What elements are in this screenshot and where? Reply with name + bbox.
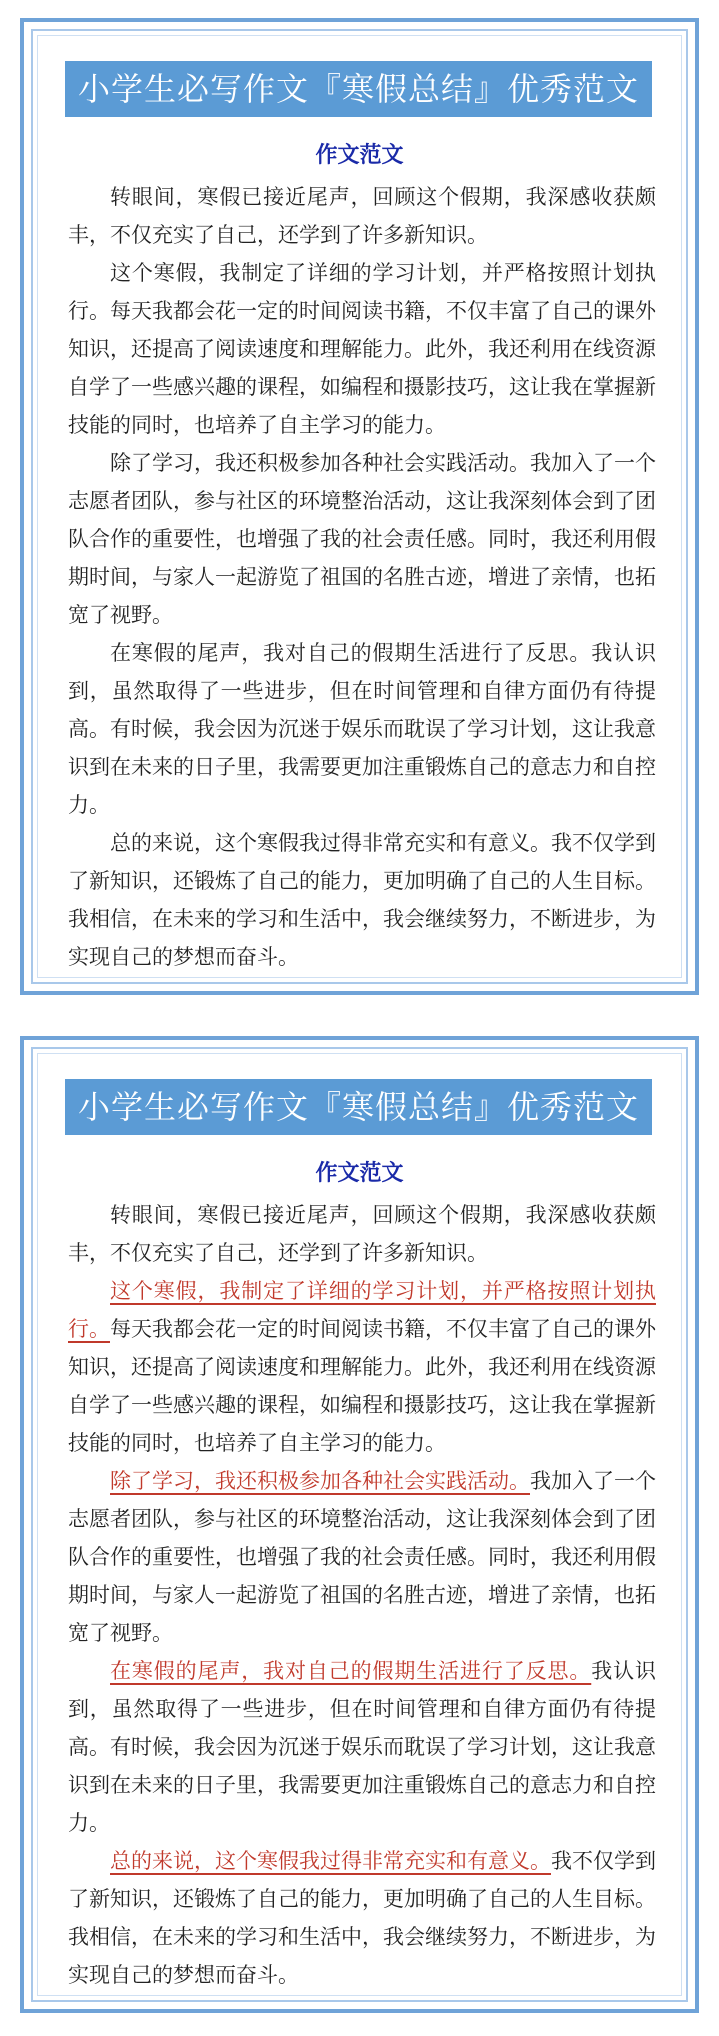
paragraph-4 [68,1652,656,1842]
paragraph-text: 这个寒假，我制定了详细的学习计划，并严格按照计划执行。每天我都会花一定的时间阅读书籍，不仅丰富了自己的课外知识，还提高了阅读速度和理解能力。此外，我还利用在线资源自学了一些感兴趣的课程，如编程和摄影技巧，这让我在掌握新技能的同时，也培养了自主学习的能力。 [68,261,656,437]
essay-card-annotated [20,1036,699,2013]
topic-sentence: 在寒假的尾声，我对自己的假期生活进行了反思。 [110,1659,592,1683]
section-subtitle: 作文范文 [315,142,404,168]
topic-sentence: 这个寒假，我制定了详细的学习计划，并严格按照计划执行。 [68,1279,656,1341]
paragraph-text: 除了学习，我还积极参加各种社会实践活动。我加入了一个志愿者团队，参与社区的环境整治活动，这让我深刻体会到了团队合作的重要性，也增强了我的社会责任感。同时，我还利用假期时间，与家人一起游览了祖国的名胜古迹，增进了亲情，也拓宽了视野。 [68,451,656,627]
topic-sentence: 总的来说，这个寒假我过得非常充实和有意义。 [110,1849,551,1873]
paragraph-text: 在寒假的尾声，我对自己的假期生活进行了反思。我认识到，虽然取得了一些进步，但在时间管理和自律方面仍有待提高。有时候，我会因为沉迷于娱乐而耽误了学习计划，这让我意识到在未来的日子里，我需要更加注重锻炼自己的意志力和自控力。 [68,641,656,817]
paragraph-text: 总的来说，这个寒假我过得非常充实和有意义。我不仅学到了新知识，还锻炼了自己的能力，更加明确了自己的人生目标。我相信，在未来的学习和生活中，我会继续努力，不断进步，为实现自己的梦想而奋斗。 [68,831,656,969]
paragraph-text: 每天我都会花一定的时间阅读书籍，不仅丰富了自己的课外知识，还提高了阅读速度和理解能力。此外，我还利用在线资源自学了一些感兴趣的课程，如编程和摄影技巧，这让我在掌握新技能的同时，也培养了自主学习的能力。 [68,1317,656,1455]
essay-card-original [20,18,699,995]
paragraph-3 [68,1462,656,1652]
topic-sentence: 除了学习，我还积极参加各种社会实践活动。 [110,1469,530,1493]
paragraph-5 [68,824,656,976]
paragraph-4 [68,634,656,824]
paragraph-text: 转眼间，寒假已接近尾声，回顾这个假期，我深感收获颇丰，不仅充实了自己，还学到了许多新知识。 [68,1203,656,1265]
paragraph-5 [68,1842,656,1994]
page-title: 小学生必写作文『寒假总结』优秀范文 [65,1079,652,1135]
paragraph-text: 我不仅学到了新知识，还锻炼了自己的能力，更加明确了自己的人生目标。我相信，在未来的学习和生活中，我会继续努力，不断进步，为实现自己的梦想而奋斗。 [68,1849,656,1987]
paragraph-1 [68,1196,656,1272]
essay-body [68,178,656,976]
paragraph-2 [68,1272,656,1462]
section-subtitle: 作文范文 [315,1160,404,1186]
paragraph-3 [68,444,656,634]
paragraph-2 [68,254,656,444]
page-title: 小学生必写作文『寒假总结』优秀范文 [65,61,652,117]
paragraph-1 [68,178,656,254]
essay-body [68,1196,656,1994]
paragraph-text: 转眼间，寒假已接近尾声，回顾这个假期，我深感收获颇丰，不仅充实了自己，还学到了许多新知识。 [68,185,656,247]
paragraph-text: 我加入了一个志愿者团队，参与社区的环境整治活动，这让我深刻体会到了团队合作的重要性，也增强了我的社会责任感。同时，我还利用假期时间，与家人一起游览了祖国的名胜古迹，增进了亲情，也拓宽了视野。 [68,1469,656,1645]
paragraph-text: 我认识到，虽然取得了一些进步，但在时间管理和自律方面仍有待提高。有时候，我会因为沉迷于娱乐而耽误了学习计划，这让我意识到在未来的日子里，我需要更加注重锻炼自己的意志力和自控力。 [68,1659,656,1835]
